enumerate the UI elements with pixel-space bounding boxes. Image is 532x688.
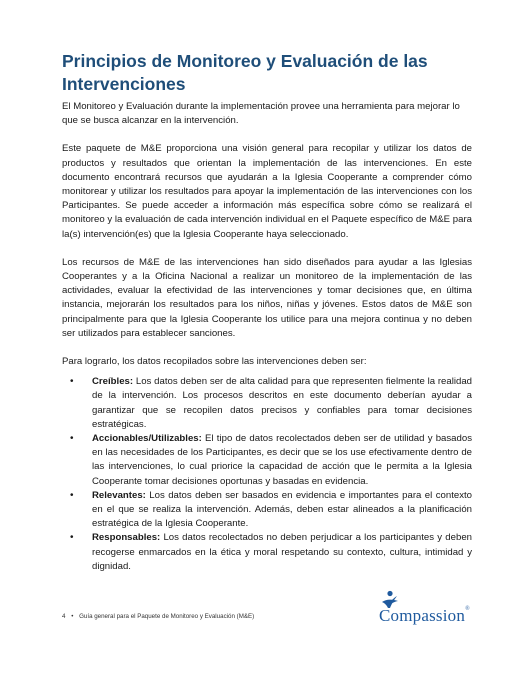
principles-list [62,375,472,574]
list-item [62,432,472,489]
compassion-logo [379,606,470,626]
paragraph-overview: Este paquete de M&E proporciona una visión general para recopilar y utilizar los datos de productos y resultados que orientan la implementación de las intervenciones. En este documento encontrará recursos que ayudarán a la Iglesia Cooperante a comprender cómo monitorear y utilizar los resultados para apoyar la implementación de las intervenciones con los Participantes. Se puede acceder a información más específica sobre cómo se realizará el monitoreo y la evaluación de cada intervención individual en el Paquete específico de M&E para la(s) intervención(es) que la Iglesia Cooperante haya seleccionado. [62,143,472,240]
page-title: Principios de Monitoreo y Evaluación de las Intervenciones [62,51,428,94]
bullet-icon: • [70,376,74,388]
paragraph-resources: Los recursos de M&E de las intervenciones han sido diseñados para ayudar a las Iglesias Cooperantes y a la Oficina Nacional a realizar un monitoreo de la implementación de las actividades, evaluar la efectividad de las intervenciones y tomar decisiones que, en última instancia, mejorarán los resultados para los niños, niñas y jóvenes. Estos datos de M&E son principalmente para que la Iglesia Cooperante los utilice para una mejora continua y no deben ser utilizados para establecer sanciones. [62,256,472,339]
list-item-text: Los datos deben ser de alta calidad para que representen fielmente la realidad de la intervención. Los procesos descritos en este documento deberían ayudar a garantizar que se recopilen datos precisos y confiables para tomar decisiones estratégicas. [92,376,472,430]
list-item-text: El tipo de datos recolectados deben ser de utilidad y basados en las necesidades de los Participantes, es decir que se los use efectivamente dentro de las intervenciones, lo cual priorice la capacidad de acción que le permita a la Iglesia Cooperante tomar decisiones oportunas y basadas en evidencia. [92,433,472,487]
logo-wordmark: Compassion [379,606,466,625]
trademark-mark: ® [465,606,470,612]
document-body [62,100,472,574]
list-item [62,489,472,532]
bullet-icon: • [70,433,74,445]
paragraph-intro: El Monitoreo y Evaluación durante la implementación provee una herramienta para mejorar lo que se busca alcanzar en la intervención. [62,101,460,127]
bullet-icon: • [70,532,74,544]
list-item-term: Relevantes: [92,489,146,501]
list-item-term: Creíbles: [92,376,134,388]
footer-text: Guía general para el Paquete de Monitoreo y Evaluación (M&E) [79,613,255,620]
page-number: 4 [62,613,66,620]
footer-separator: • [71,613,74,620]
paragraph-lead-in: Para lograrlo, los datos recopilados sobre las intervenciones deben ser: [62,356,367,368]
page-footer [62,613,254,620]
list-item [62,375,472,432]
list-item-text: Los datos deben ser basados en evidencia e importantes para el contexto en el que se realiza la intervención. Además, deben estar alineados a la planificación estratégica de la Iglesia Cooperante. [92,489,472,530]
bullet-icon: • [70,489,74,501]
list-item-term: Accionables/Utilizables: [92,433,202,445]
list-item [62,531,472,574]
list-item-term: Responsables: [92,532,161,544]
list-item-text: Los datos recolectados no deben perjudicar a los participantes y deben recogerse enmarcados en la ética y moral respetando su contexto, cultura, intimidad y dignidad. [92,532,472,572]
